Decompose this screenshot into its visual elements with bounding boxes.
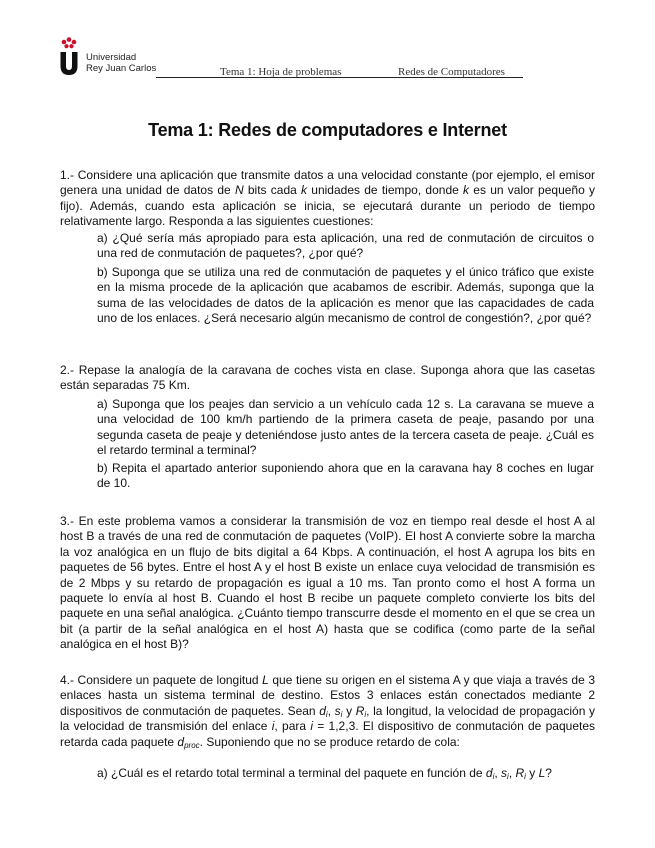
problem-1-part-a: a) ¿Qué sería más apropiado para esta aplicación, una red de conmutación de circuitos o una red de conmutación de paquetes?, ¿por qué? [97,231,594,261]
urjc-emblem-icon [59,37,83,77]
problem-4-statement: 4.- Considere un paquete de longitud L que tiene su origen en el sistema A y que viaja a través de 3 enlaces hasta un sistema terminal de destino. Estos 3 enlaces están conectados mediante 2 dispositivos de conmutación de paquetes. Sean $d_i$, $s_i$ y $R_i$, la longitud, la velocidad de propagación y la velocidad de transmisión del enlace i, para i = 1,2,3. El dispositivo de conmutación de paquetes retarda cada paquete $d_{proc}$. Suponiendo que no se produce retardo de cola: [60,673,596,750]
university-name [86,52,156,74]
university-logo [59,37,159,77]
problem-1-part-b: b) Suponga que se utiliza una red de conmutación de paquetes y el único tráfico que existe en la misma procede de la aplicación que acabamos de escribir. Además, suponga que la suma de las velocidades de datos de la aplicación es menor que las capacidades de cada uno de los enlaces. ¿Será necesario algún mecanismo de control de congestión?, ¿por qué? [97,265,594,326]
header-topic: Tema 1: Hoja de problemas [220,66,342,78]
university-name-line1: Universidad [86,52,137,63]
page-title: Tema 1: Redes de computadores e Internet [148,120,507,140]
header-course: Redes de Computadores [398,66,505,78]
problem-3-statement: 3.- En este problema vamos a considerar la transmisión de voz en tiempo real desde el host A al host B a través de una red de conmutación de paquetes (VoIP). El host A convierte sobre la marcha la voz analógica en un flujo de bits digital a 64 Kbps. A continuación, el host A agrupa los bits en paquetes de 56 bytes. Entre el host A y el host B existe un enlace cuya velocidad de transmisión es de 2 Mbps y su retardo de propagación es igual a 10 ms. Tan pronto como el host A forma un paquete lo envía al host B. Cuando el host B recibe un paquete completo convierte los bits del paquete en una señal analógica. ¿Cuánto tiempo transcurre desde el momento en el que se crea un bit (a partir de la señal analógica en el host A) hasta que se codifica (como parte de la señal analógica en el host B)? [60,514,595,652]
problem-2-statement: 2.- Repase la analogía de la caravana de coches vista en clase. Suponga ahora que las casetas están separadas 75 Km. [60,363,595,393]
university-name-line2: Rey Juan Carlos [86,63,157,74]
problem-2-part-a: a) Suponga que los peajes dan servicio a un vehículo cada 12 s. La caravana se mueve a una velocidad de 100 km/h partiendo de la primera caseta de peaje, pasando por una segunda caseta de peaje y deteniéndose justo antes de la tercera caseta de peaje. ¿Cuál es el retardo terminal a terminal? [97,397,594,458]
problem-2-part-b: b) Repita el apartado anterior suponiendo ahora que en la caravana hay 8 coches en lugar de 10. [97,461,594,491]
problem-1-statement: 1.- Considere una aplicación que transmite datos a una velocidad constante (por ejemplo, el emisor genera una unidad de datos de N bits cada k unidades de tiempo, donde k es un valor pequeño y fijo). Además, cuando esta aplicación se inicia, se ejecutará durante un periodo de tiempo relativamente largo. Responda a las siguientes cuestiones: [60,168,596,229]
problem-4-part-a: a) ¿Cuál es el retardo total terminal a terminal del paquete en función de $d_i$, $s_i$, $R_i$ y L? [97,766,552,781]
